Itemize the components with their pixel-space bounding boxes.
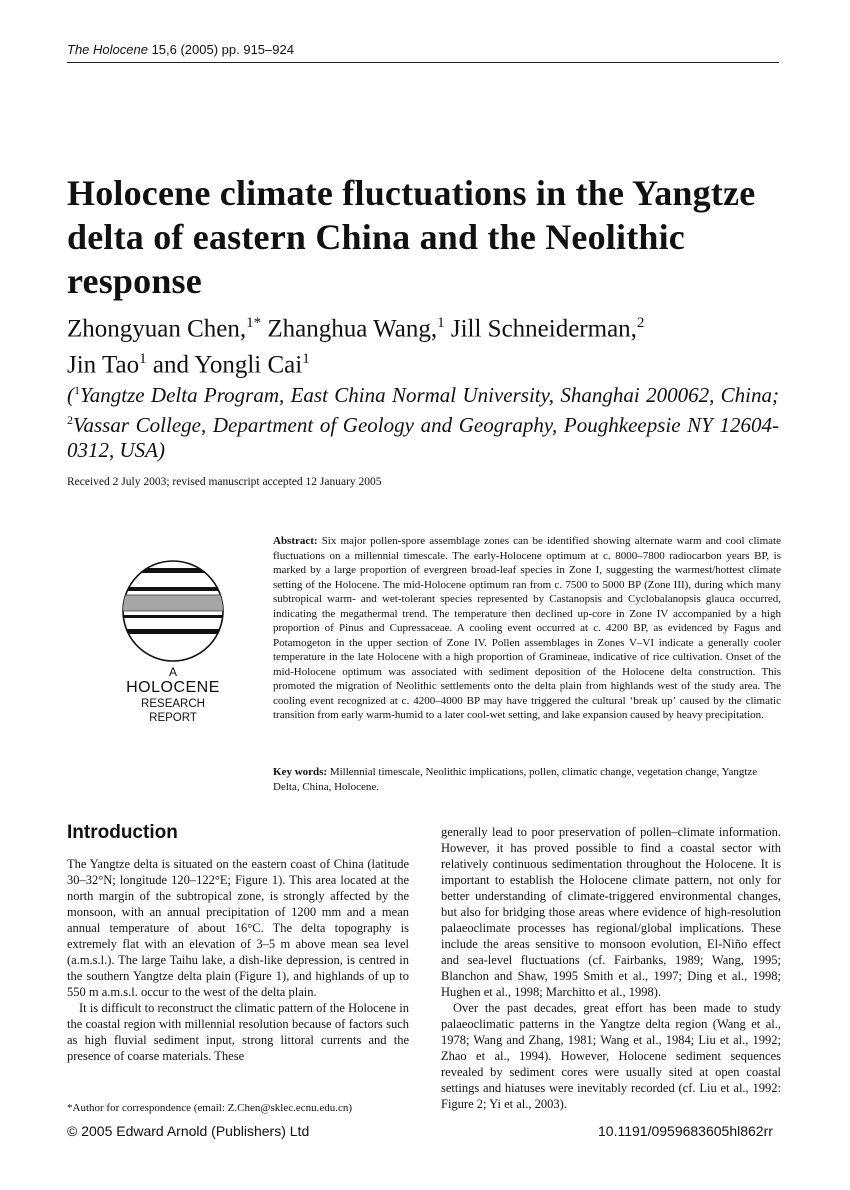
keywords-label: Key words: [273,766,328,778]
journal-name: The Holocene [67,42,148,57]
article-title: Holocene climate fluctuations in the Yangtze delta of eastern China and the Neolithic response [67,173,756,301]
holocene-research-report-logo [114,559,232,725]
abstract [273,534,781,723]
affil-mark: 1 [74,383,80,397]
paragraph: generally lead to poor preservation of pollen–climate information. However, it has proved possible to find a coastal sector with relatively continuous sedimentation throughout the Holocene. It is important to establish the Holocene climate pattern, not only for better understanding of climate-triggered environmental changes, but also for bridging those areas where evidence of high-resolution palaeoclimate processes has regional/global implications. These include the areas sensitive to monsoon evolution, El-Niño effect and sea-level fluctuations (cf. Fairbanks, 1989; Wang, 1995; Blanchon and Shaw, 1995 Smith et al., 1997; Ding et al., 1998; Hughen et al., 1998; Marchitto et al., 1998). [441,825,781,999]
running-head [67,42,294,57]
doi: 10.1191/0959683605hl862rr [598,1123,773,1139]
affil-mark: 2 [67,413,73,427]
author-name: and Yongli Cai [146,351,303,379]
affil-open-paren: ( [67,383,74,407]
core-circle-icon [121,559,225,663]
logo-research: RESEARCH [141,698,205,710]
copyright-notice: © 2005 Edward Arnold (Publishers) Ltd [67,1123,310,1139]
paragraph: The Yangtze delta is situated on the eastern coast of China (latitude 30–32°N; longitude 120–122°E; Figure 1). This area located at the north margin of the subtropical zone, is strongly affected by the monsoon, with an annual precipitation of 1200 mm and a mean annual temperature of about 16°C. The delta topography is extremely flat with an elevation of 3–5 m above mean sea level (a.m.s.l.). The large Taihu lake, a dish-like depression, is centred in the southern Yangtze delta plain (Figure 1), and highlands of up to 550 m a.m.s.l. occur to the west of the delta plain. [67,857,409,999]
received-dates: Received 2 July 2003; revised manuscript accepted 12 January 2005 [67,476,382,488]
author-affil-mark: 1 [437,315,445,331]
author-affil-mark: 1* [246,315,262,331]
correspondence-footnote: *Author for correspondence (email: Z.Chen@sklec.ecnu.edu.cn) [67,1102,353,1114]
author-name: Jill Schneiderman, [444,315,637,343]
body-column-left [67,856,409,1064]
keywords-text: Millennial timescale, Neolithic implications, pollen, climatic change, vegetation change, Yangtze Delta, China, Holocene. [273,766,758,793]
paragraph: It is difficult to reconstruct the climatic pattern of the Holocene in the coastal region with millennial resolution because of factors such as high fluvial sediment input, strong littoral currents and the presence of coarse materials. These [67,1001,409,1063]
paragraph: Over the past decades, great effort has been made to study palaeoclimatic patterns in the Yangtze delta region (Wang et al., 1978; Wang and Zhang, 1981; Wang et al., 1984; Liu et al., 1992; Zhao et al., 1994). However, Holocene sediment sequences revealed by sediment cores were usually sited at open coastal settings and hiatuses were inevitably recorded (cf. Liu et al., 1992: Figure 2; Yi et al., 2003). [441,1001,781,1111]
section-heading-introduction: Introduction [67,822,178,843]
abstract-text: Six major pollen-spore assemblage zones can be identified showing alternate warm and cool climate fluctuations on a millennial timescale. The early-Holocene optimum at c. 8000–7800 radiocarbon years BP, is marked by a large proportion of evergreen broad-leaf species in Zone I, suggesting the warmest/hottest climate setting of the Holocene. The mid-Holocene optimum ran from c. 7500 to 5000 BP (Zone III), during which many subtropical warm- and wet-tolerant species represented by Castanopsis and Cyclobalanopsis glauca occurred, indicating the megathermal trend. The temperature then declined up-core in Zone IV accompanied by a high proportion of Pinus and Cupressaceae. A cooling event occurred at c. 4200 BP, as evidenced by Fagus and Potamogeton in the upper section of Zone IV. Pollen assemblages in Zones V–VI indicate a generally cooler temperature in the late Holocene with a high proportion of Gramineae, indicative of rice cultivation. Onset of the mid-Holocene optimum was associated with sediment deposition of the Holocene delta construction. This promoted the migration of Neolithic settlements onto the delta plain from highlands west of the study area. The cooling event recognized at c. 4200–4000 BP may have triggered the cultural ‘break up’ caused by the climatic transition from early warm-humid to a later cool-wet setting, and lake expansion caused by heavy precipitation. [273,535,781,721]
author-affil-mark: 1 [302,351,310,368]
author-affil-mark: 2 [636,315,645,331]
header-rule [67,62,779,63]
logo-report: REPORT [149,712,197,724]
author-name: Zhanghua Wang, [261,315,438,343]
author-list [67,308,779,381]
affiliation-1: Yangtze Delta Program, East China Normal University, Shanghai 200062, China; [80,383,779,407]
affiliations [67,378,779,463]
abstract-label: Abstract: [273,535,318,547]
logo-letter-a: A [168,665,177,679]
body-column-right [441,824,781,1112]
logo-holocene: HOLOCENE [126,679,220,696]
affiliation-2: Vassar College, Department of Geology and Geography, Poughkeepsie NY 12604-0312, USA) [67,413,779,462]
author-affil-mark: 1 [139,351,147,368]
keywords [273,765,781,794]
citation: 15,6 (2005) pp. 915–924 [147,42,294,57]
author-name: Jin Tao [67,351,140,379]
author-name: Zhongyuan Chen, [67,315,247,343]
